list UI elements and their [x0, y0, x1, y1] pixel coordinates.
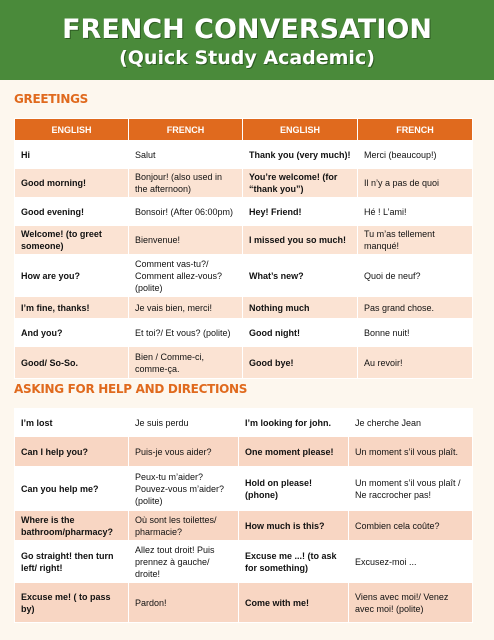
french-phrase: Salut [129, 141, 243, 169]
french-phrase: Je suis perdu [129, 409, 239, 437]
page-subtitle: (Quick Study Academic) [119, 47, 375, 69]
french-phrase: Quoi de neuf? [358, 255, 473, 297]
column-header: FRENCH [129, 119, 243, 141]
section-heading-help: ASKING FOR HELP AND DIRECTIONS [14, 382, 248, 396]
table-row [15, 141, 473, 169]
english-phrase: I’m fine, thanks! [15, 297, 129, 319]
english-phrase: How are you? [15, 255, 129, 297]
french-phrase: Comment vas-tu?/ Comment allez-vous? (polite) [129, 255, 243, 297]
table-row [15, 467, 473, 511]
french-phrase: Bienvenue! [129, 226, 243, 255]
table-row [15, 347, 473, 379]
table-row [15, 255, 473, 297]
table-row [15, 511, 473, 541]
help-table [14, 408, 473, 623]
english-phrase: And you? [15, 319, 129, 347]
table-row [15, 319, 473, 347]
french-phrase: Au revoir! [358, 347, 473, 379]
french-phrase: Puis-je vous aider? [129, 437, 239, 467]
section-heading-greetings: GREETINGS [14, 92, 88, 106]
english-phrase: Where is the bathroom/pharmacy? [15, 511, 129, 541]
french-phrase: Bonjour! (also used in the afternoon) [129, 169, 243, 198]
french-phrase: Merci (beaucoup!) [358, 141, 473, 169]
greetings-table [14, 118, 473, 379]
french-phrase: Je vais bien, merci! [129, 297, 243, 319]
french-phrase: Hé ! L’ami! [358, 198, 473, 226]
english-phrase: What’s new? [243, 255, 358, 297]
english-phrase: You’re welcome! (for “thank you”) [243, 169, 358, 198]
english-phrase: I’m looking for john. [239, 409, 349, 437]
table-row [15, 437, 473, 467]
french-phrase: Et toi?/ Et vous? (polite) [129, 319, 243, 347]
french-phrase: Un moment s’il vous plaît / Ne raccrocher pas! [349, 467, 473, 511]
english-phrase: Hold on please! (phone) [239, 467, 349, 511]
english-phrase: I missed you so much! [243, 226, 358, 255]
table-row [15, 409, 473, 437]
table-row [15, 541, 473, 583]
column-header: FRENCH [358, 119, 473, 141]
english-phrase: Come with me! [239, 583, 349, 623]
french-phrase: Combien cela coûte? [349, 511, 473, 541]
english-phrase: Good bye! [243, 347, 358, 379]
english-phrase: Good/ So-So. [15, 347, 129, 379]
title-banner [0, 0, 494, 80]
french-phrase: Pas grand chose. [358, 297, 473, 319]
table-row [15, 169, 473, 198]
english-phrase: Excuse me ...! (to ask for something) [239, 541, 349, 583]
french-phrase: Je cherche Jean [349, 409, 473, 437]
english-phrase: Nothing much [243, 297, 358, 319]
french-phrase: Tu m’as tellement manqué! [358, 226, 473, 255]
english-phrase: Good evening! [15, 198, 129, 226]
english-phrase: Welcome! (to greet someone) [15, 226, 129, 255]
french-phrase: Où sont les toilettes/ pharmacie? [129, 511, 239, 541]
english-phrase: Thank you (very much)! [243, 141, 358, 169]
english-phrase: Can I help you? [15, 437, 129, 467]
english-phrase: Excuse me! ( to pass by) [15, 583, 129, 623]
french-phrase: Excusez-moi ... [349, 541, 473, 583]
french-phrase: Bonsoir! (After 06:00pm) [129, 198, 243, 226]
french-phrase: Bonne nuit! [358, 319, 473, 347]
english-phrase: One moment please! [239, 437, 349, 467]
english-phrase: Can you help me? [15, 467, 129, 511]
french-phrase: Viens avec moi!/ Venez avec moi! (polite) [349, 583, 473, 623]
english-phrase: Go straight! then turn left/ right! [15, 541, 129, 583]
column-header: ENGLISH [243, 119, 358, 141]
english-phrase: Good night! [243, 319, 358, 347]
table-header-row [15, 119, 473, 141]
french-phrase: Allez tout droit! Puis prennez à gauche/ droite! [129, 541, 239, 583]
french-phrase: Un moment s’il vous plaît. [349, 437, 473, 467]
english-phrase: How much is this? [239, 511, 349, 541]
french-phrase: Il n’y a pas de quoi [358, 169, 473, 198]
english-phrase: I’m lost [15, 409, 129, 437]
table-row [15, 297, 473, 319]
french-phrase: Pardon! [129, 583, 239, 623]
french-phrase: Peux-tu m’aider? Pouvez-vous m’aider? (polite) [129, 467, 239, 511]
table-row [15, 198, 473, 226]
english-phrase: Hi [15, 141, 129, 169]
table-row [15, 583, 473, 623]
french-phrase: Bien / Comme-ci, comme-ça. [129, 347, 243, 379]
column-header: ENGLISH [15, 119, 129, 141]
table-row [15, 226, 473, 255]
english-phrase: Hey! Friend! [243, 198, 358, 226]
english-phrase: Good morning! [15, 169, 129, 198]
page-title: FRENCH CONVERSATION [62, 14, 432, 45]
